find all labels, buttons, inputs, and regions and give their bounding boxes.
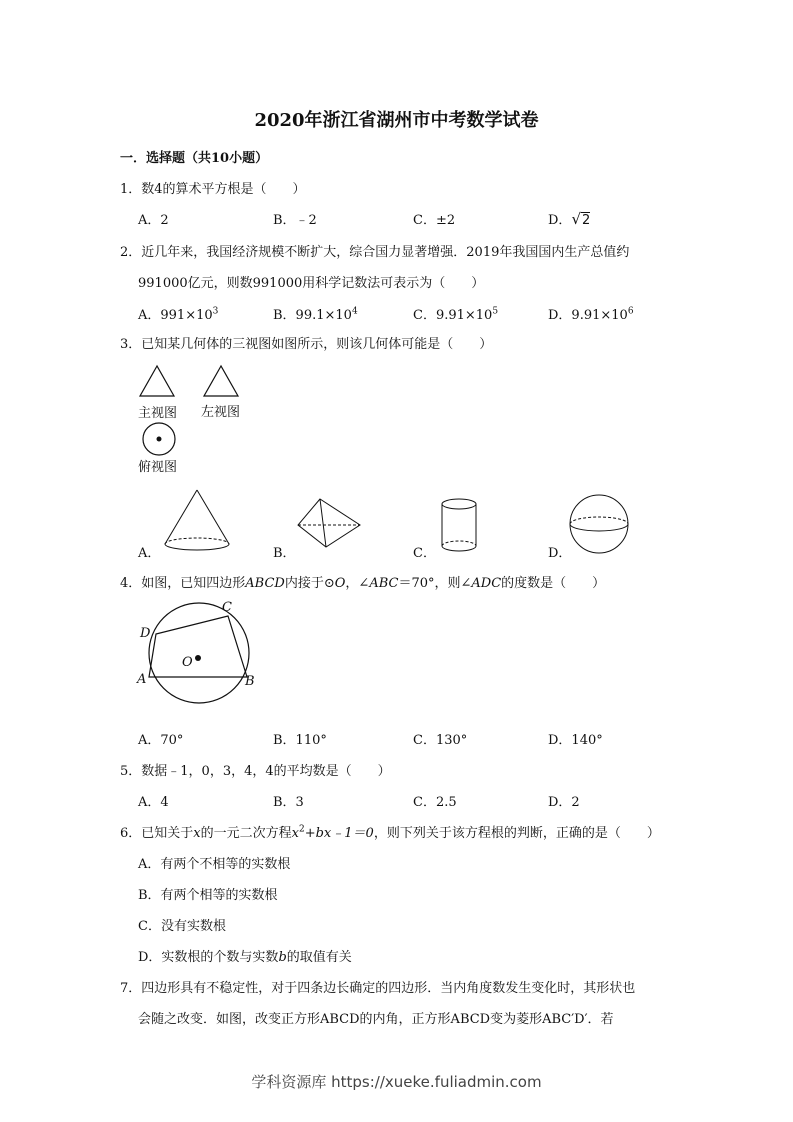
q5-option-a: A．4 xyxy=(138,795,169,810)
q5-option-d: D．2 xyxy=(548,795,580,810)
front-view-label: 主视图 xyxy=(138,406,178,421)
q6-option-a: A．有两个不相等的实数根 xyxy=(138,857,291,872)
watermark-footer: 学科资源库 https://xueke.fuliadmin.com xyxy=(251,1073,542,1091)
circle-o xyxy=(149,603,249,703)
question-2-line1: 2．近几年来，我国经济规模不断扩大，综合国力显著增强．2019年我国国内生产总值约 xyxy=(120,245,630,260)
question-7-line2: 会随之改变．如图，改变正方形ABCD的内角，正方形ABCD变为菱形ABC′D′．若 xyxy=(138,1012,614,1027)
q6-option-d: D．实数根的个数与实数b的取值有关 xyxy=(138,950,352,965)
q5-option-b: B．3 xyxy=(273,795,304,810)
vertex-label-d: D xyxy=(140,626,151,641)
q2-option-a: A．$991\times 10^3$ xyxy=(138,306,219,323)
q4-option-d: D．140° xyxy=(548,733,603,748)
question-4-stem: 4．如图，已知四边形ABCD内接于⊙O，∠ABC＝70°，则∠ADC的度数是（ ） xyxy=(120,576,606,591)
left-view-triangle xyxy=(204,366,238,396)
q1-option-a: A．2 xyxy=(138,213,169,228)
q6-option-c: C．没有实数根 xyxy=(138,919,226,934)
q3-option-d: D． xyxy=(548,546,572,561)
question-2-line2: 991000亿元，则数991000用科学记数法可表示为（ ） xyxy=(138,276,485,291)
page-title: 2020年浙江省湖州市中考数学试卷 xyxy=(254,110,539,131)
q1-option-c: C．±2 xyxy=(413,213,456,228)
q6-option-b: B．有两个相等的实数根 xyxy=(138,888,278,903)
cone-figure xyxy=(162,488,242,556)
q2-option-c: C．$9.91\times 10^5$ xyxy=(413,306,499,323)
q1-option-b: B．﹣2 xyxy=(273,213,317,228)
question-5-stem: 5．数据﹣1，0，3，4，4的平均数是（ ） xyxy=(120,764,391,779)
q2-option-b: B．$99.1\times 10^4$ xyxy=(273,306,358,323)
left-view-label: 左视图 xyxy=(201,405,241,420)
center-label-o: O xyxy=(182,655,193,670)
pyramid-figure xyxy=(294,497,366,555)
cylinder-figure xyxy=(438,496,482,558)
q3-option-c: C． xyxy=(413,546,436,561)
vertex-label-c: C xyxy=(222,600,232,615)
q1-option-d: D．√2 xyxy=(548,210,591,228)
q2-option-d: D．$9.91\times 10^6$ xyxy=(548,306,634,323)
vertex-label-a: A xyxy=(137,672,147,687)
center-point-o xyxy=(195,655,201,661)
q3-option-b: B． xyxy=(273,546,296,561)
question-6-stem: 6．已知关于x的一元二次方程$x^2+bx﹣1=0$，则下列关于该方程根的判断，正确的是（ ） xyxy=(120,824,660,841)
sphere-figure xyxy=(567,494,633,556)
question-3-stem: 3．已知某几何体的三视图如图所示，则该几何体可能是（ ） xyxy=(120,337,493,352)
quadrilateral-abcd xyxy=(149,616,247,677)
sqrt-symbol: √ xyxy=(571,210,581,228)
q5-option-c: C．2.5 xyxy=(413,795,457,810)
q4-option-b: B．110° xyxy=(273,733,327,748)
front-view-triangle xyxy=(140,366,174,396)
question-1-stem: 1．数4的算术平方根是（ ） xyxy=(120,182,306,197)
question-7-line1: 7．四边形具有不稳定性，对于四条边长确定的四边形．当内角度数发生变化时，其形状也 xyxy=(120,981,636,996)
q3-option-a: A． xyxy=(138,546,161,561)
q4-option-c: C．130° xyxy=(413,733,468,748)
vertex-label-b: B xyxy=(245,674,255,689)
top-view-label: 俯视图 xyxy=(138,460,178,475)
q4-option-a: A．70° xyxy=(138,733,184,748)
top-view-center-dot xyxy=(157,437,162,442)
section-heading: 一．选择题（共10小题） xyxy=(120,151,269,166)
